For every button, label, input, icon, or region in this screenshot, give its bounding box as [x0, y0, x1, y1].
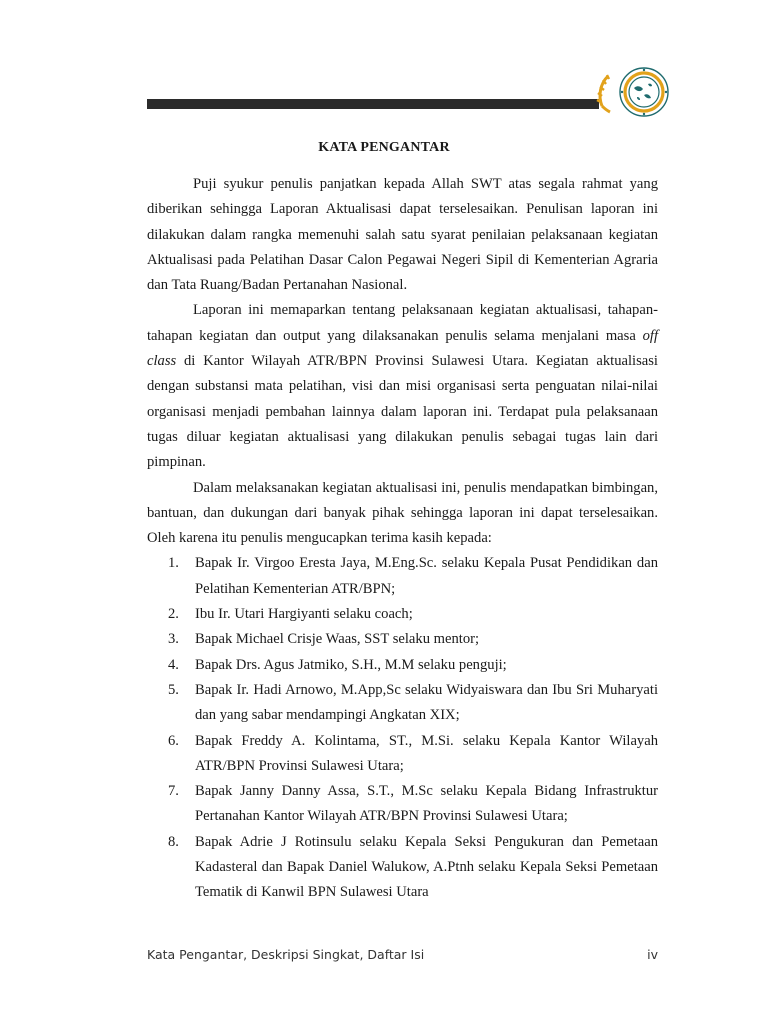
- list-item-text: Bapak Ir. Hadi Arnowo, M.App,Sc selaku Widyaiswara dan Ibu Sri Muharyati dan yang sabar mendampingi Angkatan XIX;: [195, 681, 658, 724]
- list-item: [147, 653, 658, 678]
- paragraph-2: [147, 298, 658, 475]
- list-item-text: Bapak Drs. Agus Jatmiko, S.H., M.M selaku penguji;: [195, 656, 507, 673]
- list-item-text: Bapak Janny Danny Assa, S.T., M.Sc selaku Kepala Bidang Infrastruktur Pertanahan Kantor Wilayah ATR/BPN Provinsi Sulawesi Utara;: [195, 783, 658, 825]
- body-text: [147, 172, 658, 906]
- paragraph-3: [147, 476, 658, 552]
- paragraph-3-text: Dalam melaksanakan kegiatan aktualisasi ini, penulis mendapatkan bimbingan, bantuan, dan dukungan dari banyak pihak sehingga laporan ini dapat terselesaikan. Oleh karena itu penulis mengucapkan terima kasih kepada:: [147, 479, 658, 547]
- page-title: KATA PENGANTAR: [318, 140, 450, 155]
- paragraph-2-italic: off class: [147, 327, 658, 370]
- list-item: [147, 830, 658, 906]
- list-item-text: Bapak Ir. Virgoo Eresta Jaya, M.Eng.Sc. selaku Kepala Pusat Pendidikan dan Pelatihan Kementerian ATR/BPN;: [195, 555, 658, 597]
- list-item: [147, 678, 658, 729]
- paragraph-2-text-cont: di Kantor Wilayah ATR/BPN Provinsi Sulawesi Utara. Kegiatan aktualisasi dengan substansi mata pelatihan, visi dan misi organisasi serta penguatan nilai-nilai organisasi menjadi pembahan lainnya dalam laporan ini. Terdapat pula pelaksanaan tugas diluar kegiatan aktualisasi yang dilakukan penulis sebagai tugas lain dari pimpinan.: [147, 353, 658, 471]
- list-item: [147, 627, 658, 652]
- paragraph-2-text: Laporan ini memaparkan tentang pelaksanaan kegiatan aktualisasi, tahapan-tahapan kegiatan dan output yang dilaksanakan penulis selama menjalani masa: [147, 302, 658, 344]
- list-item-text: Ibu Ir. Utari Hargiyanti selaku coach;: [195, 606, 413, 623]
- list-item: [147, 779, 658, 830]
- footer-section-title: Kata Pengantar, Deskripsi Singkat, Daftar Isi: [147, 947, 425, 962]
- list-item-number: 2.: [168, 606, 179, 623]
- list-item-text: Bapak Freddy A. Kolintama, ST., M.Si. selaku Kepala Kantor Wilayah ATR/BPN Provinsi Sulawesi Utara;: [195, 732, 658, 774]
- paragraph-1: [147, 172, 658, 298]
- acknowledgement-list: [147, 551, 658, 905]
- list-item-number: 3.: [168, 631, 179, 648]
- list-item-number: 8.: [168, 833, 179, 850]
- atr-bpn-logo-icon: [596, 62, 676, 122]
- list-item: [147, 729, 658, 780]
- list-item-text: Bapak Michael Crisje Waas, SST selaku mentor;: [195, 631, 480, 648]
- list-item-number: 7.: [168, 783, 179, 800]
- list-item: [147, 602, 658, 627]
- paragraph-1-text: Puji syukur penulis panjatkan kepada Allah SWT atas segala rahmat yang diberikan sehingga Laporan Aktualisasi dapat terselesaikan. Penulisan laporan ini dilakukan dalam rangka memenuhi salah satu syarat penilaian pelaksanaan kegiatan Aktualisasi pada Pelatihan Dasar Calon Pegawai Negeri Sipil di Kementerian Agraria dan Tata Ruang/Badan Pertanahan Nasional.: [147, 176, 658, 294]
- list-item-number: 5.: [168, 681, 179, 698]
- list-item: [147, 551, 658, 602]
- list-item-text: Bapak Adrie J Rotinsulu selaku Kepala Seksi Pengukuran dan Pemetaan Kadasteral dan Bapak Daniel Walukow, A.Ptnh selaku Kepala Seksi Pemetaan Tematik di Kanwil BPN Sulawesi Utara: [195, 833, 658, 901]
- list-item-number: 4.: [168, 656, 179, 673]
- list-item-number: 1.: [168, 555, 179, 572]
- list-item-number: 6.: [168, 732, 179, 749]
- page-number: iv: [647, 947, 658, 962]
- header-bar: [147, 99, 599, 109]
